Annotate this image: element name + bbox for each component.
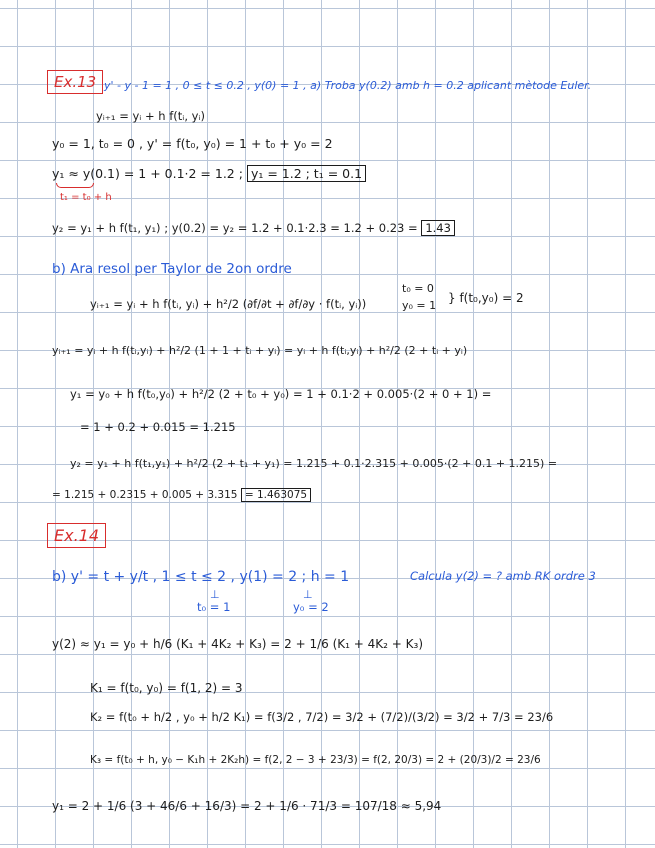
taylor-y2: y₂ = y₁ + h f(t₁,y₁) + h²/2 (2 + t₁ + y₁) = 1.215 + 0.1·2.315 + 0.005·(2 + 0.1 + 1.215) = xyxy=(70,457,558,470)
taylor-init-t: t₀ = 0 xyxy=(402,282,434,295)
taylor-y2-result xyxy=(52,490,311,501)
taylor-general: yᵢ₊₁ = yᵢ + h f(tᵢ,yᵢ) + h²/2 (1 + 1 + tᵢ + yᵢ) = yᵢ + h f(tᵢ,yᵢ) + h²/2 (2 + tᵢ + yᵢ) xyxy=(52,344,468,357)
euler-step1 xyxy=(52,168,366,181)
taylor-init-y: y₀ = 1 xyxy=(402,299,437,312)
rk-k2: K₂ = f(t₀ + h/2 , y₀ + h/2 K₁) = f(3/2 , 7/2) = 3/2 + (7/2)/(3/2) = 3/2 + 7/3 = 23/6 xyxy=(90,710,554,724)
ex14-label: Ex.14 xyxy=(47,523,106,548)
taylor-y2-answer: = 1.463075 xyxy=(241,488,311,502)
euler-step2-answer: 1.43 xyxy=(421,220,455,236)
rk-k1: K₁ = f(t₀, y₀) = f(1, 2) = 3 xyxy=(90,681,243,695)
y0-arrow-icon: ⊥ xyxy=(303,588,313,601)
ex13-problem: y' - y - 1 = 1 , 0 ≤ t ≤ 0.2 , y(0) = 1 , a) Troba y(0.2) amb h = 0.2 aplicant mètode Euler. xyxy=(104,79,592,92)
euler-step2-text: y₂ = y₁ + h f(t₁, y₁) ; y(0.2) = y₂ = 1.2 + 0.1·2.3 = 1.2 + 0.23 = xyxy=(52,221,418,235)
euler-step1-text: y₁ ≈ y(0.1) = 1 + 0.1·2 = 1.2 ; xyxy=(52,166,243,181)
taylor-part-title: b) Ara resol per Taylor de 2on ordre xyxy=(52,261,292,277)
taylor-formula: yᵢ₊₁ = yᵢ + h f(tᵢ, yᵢ) + h²/2 (∂f/∂t + ∂f/∂y · f(tᵢ, yᵢ)) xyxy=(90,297,367,311)
euler-initial-values: y₀ = 1, t₀ = 0 , y' = f(t₀, y₀) = 1 + t₀ + y₀ = 2 xyxy=(52,136,333,151)
ex14-t0: t₀ = 1 xyxy=(197,600,231,614)
euler-step1-note: t₁ = t₀ + h xyxy=(60,192,112,203)
euler-step1-underbrace xyxy=(56,183,94,188)
euler-step1-answer: y₁ = 1.2 ; t₁ = 0.1 xyxy=(247,165,366,182)
euler-step2 xyxy=(52,223,455,235)
rk-result: y₁ = 2 + 1/6 (3 + 46/6 + 16/3) = 2 + 1/6 · 71/3 = 107/18 ≈ 5,94 xyxy=(52,799,442,813)
taylor-y2-result-text: = 1.215 + 0.2315 + 0.005 + 3.315 xyxy=(52,489,238,501)
rk-formula: y(2) ≈ y₁ = y₀ + h/6 (K₁ + 4K₂ + K₃) = 2 + 1/6 (K₁ + 4K₂ + K₃) xyxy=(52,637,424,651)
ex14-y0: y₀ = 2 xyxy=(293,600,329,614)
taylor-y1-result: = 1 + 0.2 + 0.015 = 1.215 xyxy=(80,420,236,434)
ex13-label: Ex.13 xyxy=(47,70,103,94)
t0-arrow-icon: ⊥ xyxy=(210,588,220,601)
taylor-y1: y₁ = y₀ + h f(t₀,y₀) + h²/2 (2 + t₀ + y₀) = 1 + 0.1·2 + 0.005·(2 + 0 + 1) = xyxy=(70,387,492,401)
taylor-f0: } f(t₀,y₀) = 2 xyxy=(448,291,524,305)
ex14-problem: b) y' = t + y/t , 1 ≤ t ≤ 2 , y(1) = 2 ; h = 1 xyxy=(52,569,350,585)
rk-k3: K₃ = f(t₀ + h, y₀ − K₁h + 2K₂h) = f(2, 2 − 3 + 23/3) = f(2, 20/3) = 2 + (20/3)/2 = 23/6 xyxy=(90,754,541,766)
euler-formula: yᵢ₊₁ = yᵢ + h f(tᵢ, yᵢ) xyxy=(96,109,205,123)
ex14-task: Calcula y(2) = ? amb RK ordre 3 xyxy=(410,569,596,583)
